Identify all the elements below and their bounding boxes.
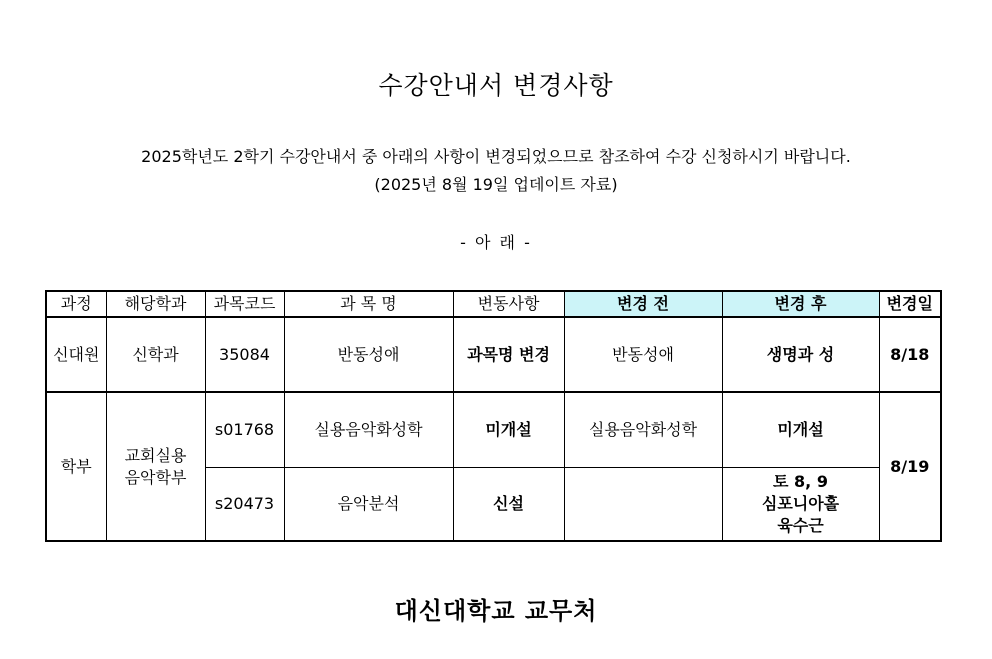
table-header-row <box>46 291 941 317</box>
header-department: 해당학과 <box>106 291 205 317</box>
header-before: 변경 전 <box>564 291 722 317</box>
header-code: 과목코드 <box>205 291 284 317</box>
notice-line-1: 2025학년도 2학기 수강안내서 중 아래의 사항이 변경되었으므로 참조하여 수강 신청하시기 바랍니다. <box>141 147 851 166</box>
header-subject: 과 목 명 <box>284 291 453 317</box>
department-line-1: 교회실용 <box>124 445 187 465</box>
header-after: 변경 후 <box>722 291 879 317</box>
cell-before: 실용음악화성학 <box>564 392 722 467</box>
cell-change-type: 과목명 변경 <box>453 317 564 392</box>
cell-course: 신대원 <box>46 317 106 392</box>
cell-department <box>106 392 205 541</box>
notice-line-2: (2025년 8월 19일 업데이트 자료) <box>374 175 618 194</box>
cell-change-type: 신설 <box>453 467 564 541</box>
cell-after: 미개설 <box>722 392 879 467</box>
cell-code: s01768 <box>205 392 284 467</box>
department-line-2: 음악학부 <box>124 467 187 487</box>
subheading: - 아 래 - <box>460 233 532 252</box>
after-line-1: 토 8, 9 <box>773 471 828 491</box>
table-row <box>46 392 941 467</box>
issuer-footer: 대신대학교 교무처 <box>394 597 598 625</box>
cell-subject: 실용음악화성학 <box>284 392 453 467</box>
header-date: 변경일 <box>879 291 941 317</box>
header-course: 과정 <box>46 291 106 317</box>
cell-after: 생명과 성 <box>722 317 879 392</box>
cell-before <box>564 467 722 541</box>
cell-after <box>722 467 879 541</box>
after-line-2: 심포니아홀 <box>761 493 840 513</box>
header-change-type: 변동사항 <box>453 291 564 317</box>
changes-table <box>45 290 942 542</box>
page-title: 수강안내서 변경사항 <box>378 71 614 100</box>
cell-before: 반동성애 <box>564 317 722 392</box>
cell-date: 8/18 <box>879 317 941 392</box>
cell-course: 학부 <box>46 392 106 541</box>
cell-department: 신학과 <box>106 317 205 392</box>
cell-subject: 반동성애 <box>284 317 453 392</box>
cell-code: s20473 <box>205 467 284 541</box>
cell-code: 35084 <box>205 317 284 392</box>
cell-change-type: 미개설 <box>453 392 564 467</box>
after-line-3: 육수근 <box>777 515 824 535</box>
table-row <box>46 317 941 392</box>
cell-subject: 음악분석 <box>284 467 453 541</box>
cell-date: 8/19 <box>879 392 941 541</box>
